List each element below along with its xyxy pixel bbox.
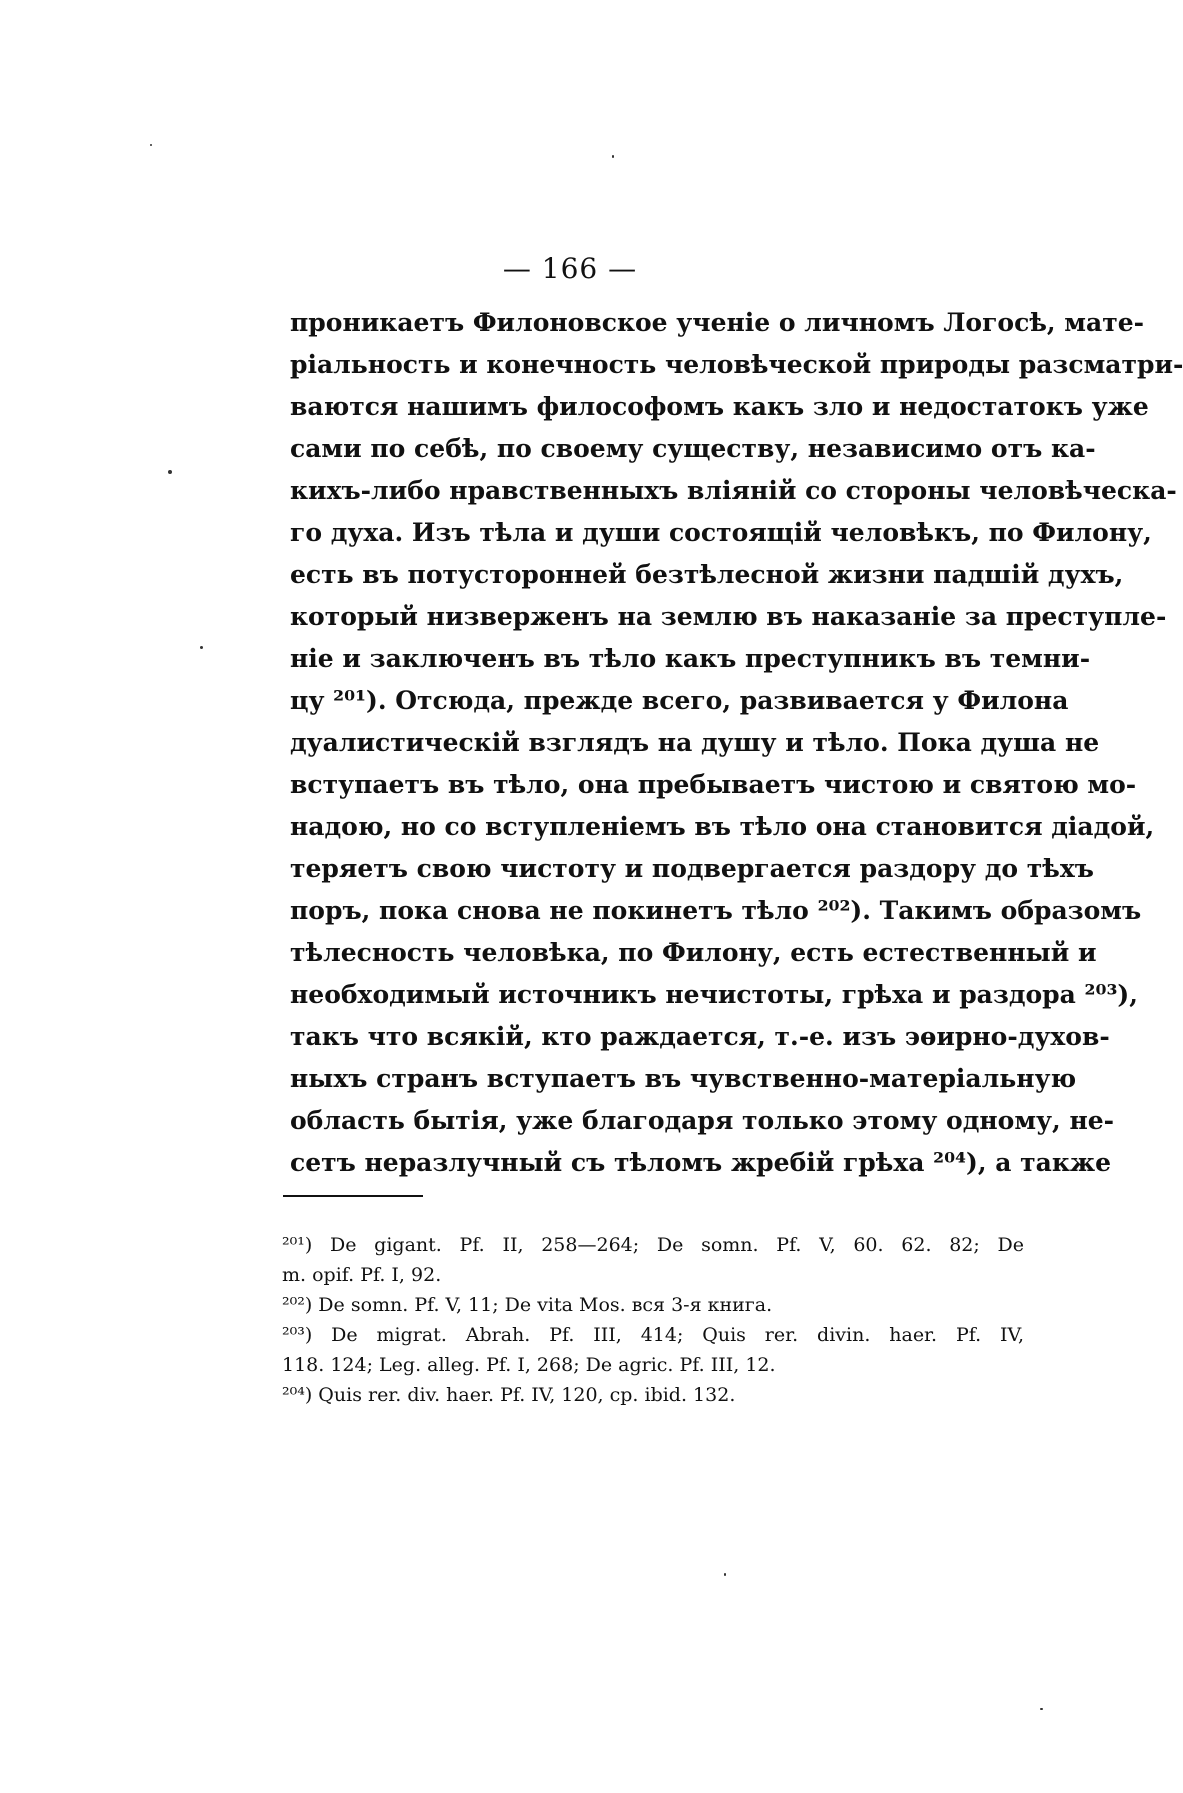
text-line: проникаетъ Филоновское ученіе о личномъ Логосѣ, мате- [290,308,1144,337]
text-line: дуалистическій взглядъ на душу и тѣло. Пока душа не [290,728,1100,757]
text-line: теряетъ свою чистоту и подвергается раздору до тѣхъ [290,854,1094,883]
footnote-divider [283,1195,423,1197]
footnote-line: ²⁰²) De somn. Pf. V, 11; De vita Mos. вся 3-я книга. [282,1294,773,1316]
text-line: есть въ потусторонней безтѣлесной жизни падшій духъ, [290,560,1124,589]
footnotes [282,1230,1024,1410]
footnote-line: ²⁰¹) De gigant. Pf. II, 258—264; De somn. Pf. V, 60. 62. 82; De [282,1234,1024,1256]
text-line: цу ²⁰¹). Отсюда, прежде всего, развивается у Филона [290,686,1069,715]
text-line: область бытія, уже благодаря только этому одному, не- [290,1106,1115,1135]
text-line: сетъ неразлучный съ тѣломъ жребій грѣха ²⁰⁴), а также [290,1148,1112,1177]
text-line: такъ что всякій, кто раждается, т.-е. изъ эѳирно-духов- [290,1022,1110,1051]
text-line: го духа. Изъ тѣла и души состоящій человѣкъ, по Филону, [290,518,1152,547]
paper-speck [612,155,614,158]
text-line: тѣлесность человѣка, по Филону, есть естественный и [290,938,1097,967]
text-line: поръ, пока снова не покинетъ тѣло ²⁰²). Такимъ образомъ [290,896,1142,925]
text-line: сами по себѣ, по своему существу, независимо отъ ка- [290,434,1096,463]
paper-speck [168,470,172,474]
text-line: необходимый источникъ нечистоты, грѣха и раздора ²⁰³), [290,980,1138,1009]
footnote-line: ²⁰⁴) Quis rer. div. haer. Pf. IV, 120, cp. ibid. 132. [282,1384,736,1406]
paper-speck [200,646,203,649]
text-line: ріальность и конечность человѣческой природы разсматри- [290,350,1183,379]
text-line: вступаетъ въ тѣло, она пребываетъ чистою и святою мо- [290,770,1137,799]
footnote-line: 118. 124; Leg. alleg. Pf. I, 268; De agric. Pf. III, 12. [282,1354,776,1376]
footnote-line: ²⁰³) De migrat. Abrah. Pf. III, 414; Quis rer. divin. haer. Pf. IV, [282,1324,1024,1346]
main-text [290,302,1183,1184]
paper-speck [150,144,152,146]
text-line: ныхъ странъ вступаетъ въ чувственно-матеріальную [290,1064,1077,1093]
text-line: надою, но со вступленіемъ въ тѣло она становится діадой, [290,812,1155,841]
text-line: кихъ-либо нравственныхъ вліяній со стороны человѣческа- [290,476,1177,505]
paper-speck [724,1573,726,1576]
text-line: который низверженъ на землю въ наказаніе за преступле- [290,602,1167,631]
footnote-line: m. opif. Pf. I, 92. [282,1264,442,1286]
page-number: — 166 — [502,252,638,285]
text-line: ніе и заключенъ въ тѣло какъ преступникъ въ темни- [290,644,1091,673]
paper-speck [1040,1708,1043,1710]
text-line: ваются нашимъ философомъ какъ зло и недостатокъ уже [290,392,1149,421]
